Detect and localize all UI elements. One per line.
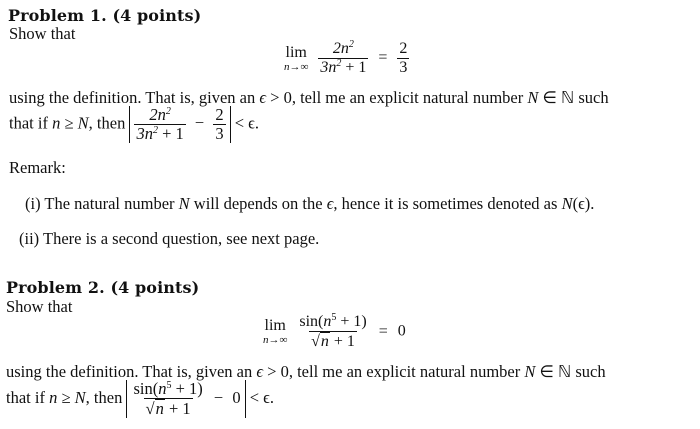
numerator: 2n [149, 105, 166, 124]
n-symbol: n [323, 313, 332, 330]
natural-numbers-text: ∈ ℕ such [539, 362, 606, 381]
plus-one: + 1 [162, 124, 184, 143]
problem2-title: Problem 2. (4 points) [6, 278, 200, 297]
limit-operator [284, 45, 308, 73]
problem1-definition-line [9, 88, 609, 108]
less-than-epsilon: < ϵ. [249, 387, 274, 407]
sqrt-n: n [320, 333, 329, 350]
epsilon-symbol: ϵ [259, 88, 267, 107]
plus-one-close: + 1) [340, 313, 367, 330]
remark-item-1 [25, 194, 594, 214]
denominator: 3n [136, 124, 153, 143]
denominator: 3 [399, 59, 408, 76]
lim-label: lim [264, 317, 286, 334]
remark-item-2 [19, 229, 319, 249]
lim-subscript: n→∞ [284, 60, 309, 73]
plus-one: + 1 [168, 399, 191, 418]
N-symbol: N [524, 362, 536, 381]
remark-marker: (i) [25, 194, 41, 213]
exponent: 5 [166, 380, 172, 391]
definition-text: using the definition. That is, given an [6, 362, 253, 381]
geq-symbol: ≥ [61, 387, 71, 407]
lim-subscript: n→∞ [263, 334, 288, 346]
problem1-intro: Show that [9, 24, 76, 43]
zero: 0 [397, 322, 406, 340]
less-than-epsilon: < ϵ. [234, 113, 259, 133]
fraction-sin-over-sqrt: $\frac{\sin(n^5 + 1)}{√n + 1}$ [133, 379, 203, 418]
minus-sign: − [213, 387, 224, 407]
problem2-definition-line [6, 362, 606, 382]
N-symbol: N [77, 113, 89, 133]
exponent: 5 [331, 312, 337, 323]
definition-text-mid: > 0, tell me an explicit natural number [270, 88, 524, 107]
definition-text: using the definition. That is, given an [9, 88, 256, 107]
exponent: 2 [152, 125, 158, 136]
that-if-text: that if [6, 387, 45, 407]
definition-text-mid: > 0, tell me an explicit natural number [267, 362, 521, 381]
remark-marker: (ii) [19, 229, 40, 248]
fraction-sin-over-sqrt: $\frac{\sin(n^5 + 1)}{√n + 1}$ [299, 312, 367, 350]
limit-operator [263, 318, 287, 346]
denominator: 3 [215, 124, 224, 143]
remark-text: (ϵ). [572, 194, 595, 213]
equals-sign: = [378, 49, 388, 67]
problem1-limit-equation [284, 40, 409, 77]
zero: 0 [232, 387, 241, 407]
problem1-inequality-line [9, 106, 259, 143]
numerator: 2 [399, 40, 408, 57]
fraction-2n2-over-3n2plus1 [318, 40, 368, 77]
geq-symbol: ≥ [64, 113, 74, 133]
numerator: 2 [215, 105, 224, 124]
then-text: , then [88, 113, 126, 133]
problem2-limit-equation [263, 313, 406, 351]
plus-one-close: + 1) [175, 379, 203, 398]
n-symbol: n [49, 387, 58, 407]
N-symbol: N [561, 194, 573, 213]
remark-text: The natural number [44, 194, 175, 213]
exponent: 2 [165, 106, 171, 117]
epsilon-symbol: ϵ [326, 194, 334, 213]
problem2-inequality-line [6, 380, 274, 418]
n-symbol: n [52, 113, 61, 133]
fraction-2-over-3 [397, 40, 409, 77]
remark-text: There is a second question, see next page. [43, 229, 320, 248]
exponent: 2 [336, 58, 342, 69]
N-symbol: N [74, 387, 86, 407]
problem1-title: Problem 1. (4 points) [8, 6, 202, 25]
remark-label: Remark: [9, 158, 66, 177]
sqrt-n: n [155, 399, 164, 418]
exponent: 2 [348, 39, 354, 50]
equals-sign: = [378, 322, 388, 340]
absolute-value-expression [126, 380, 245, 418]
absolute-value-expression [129, 106, 230, 143]
denominator: 3n [320, 59, 337, 76]
problem2-intro: Show that [6, 297, 73, 316]
that-if-text: that if [9, 113, 48, 133]
natural-numbers-text: ∈ ℕ such [542, 88, 609, 107]
remark-text: will depends on the [193, 194, 323, 213]
fraction-2n2-over-3n2plus1 [134, 106, 185, 143]
plus-one: + 1 [345, 59, 367, 76]
remark-text: , hence it is sometimes denoted as [333, 194, 558, 213]
lim-label: lim [285, 43, 307, 61]
N-symbol: N [178, 194, 190, 213]
then-text: , then [85, 387, 123, 407]
numerator: 2n [332, 40, 349, 57]
plus-one: + 1 [333, 333, 355, 350]
n-symbol: n [158, 379, 167, 398]
fraction-2-over-3 [213, 106, 225, 143]
epsilon-symbol: ϵ [256, 362, 264, 381]
minus-sign: − [194, 113, 205, 133]
N-symbol: N [527, 88, 539, 107]
